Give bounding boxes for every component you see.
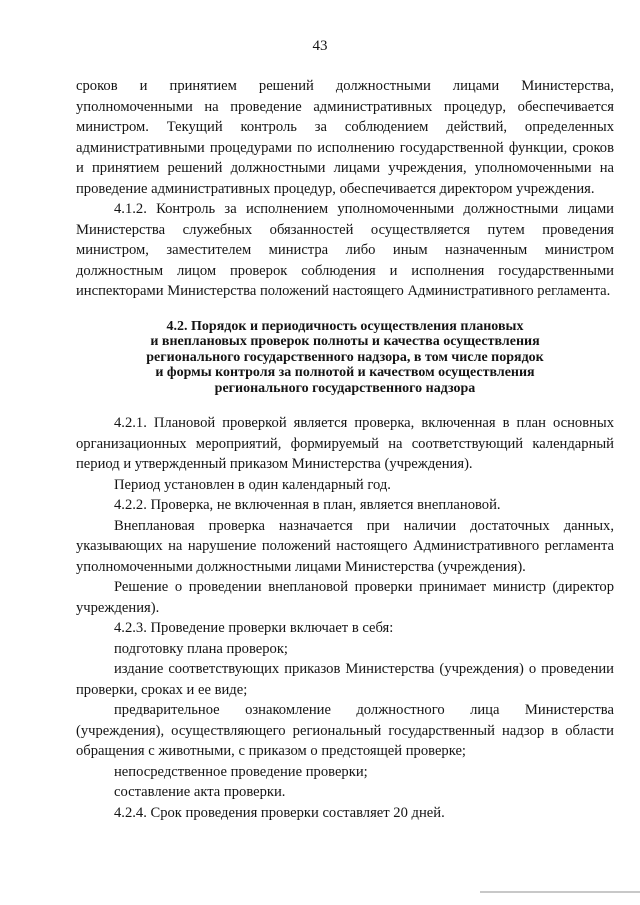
heading-line: регионального государственного надзора, в том числе порядок (146, 349, 544, 365)
paragraph-4-1-2: 4.1.2. Контроль за исполнением уполномоченными должностными лицами Министерства служебных обязанностей осуществляется путем проведения министром, заместителем министра либо иным назначенным министром должностным лицом проверок соблюдения и исполнения государственными инспекторами Министерства положений настоящего Административного регламента. (76, 201, 614, 299)
list-item-conduct: непосредственное проведение проверки; (114, 763, 368, 780)
paragraph-period: Период установлен в один календарный год. (114, 476, 391, 493)
list-item-plan: подготовку плана проверок; (114, 640, 288, 657)
document-body (76, 76, 614, 823)
paragraph-decision: Решение о проведении внеплановой проверки принимает министр (директор учреждения). (76, 579, 614, 616)
paragraph-4-2-3: 4.2.3. Проведение проверки включает в себя: (114, 620, 394, 636)
heading-line: и внеплановых проверок полноты и качества осуществления (150, 334, 540, 349)
paragraph-unplanned-inspection: Внеплановая проверка назначается при наличии достаточных данных, указывающих на нарушение положений настоящего Административного регламента уполномоченными должностными лицами Министерства (учреждения). (76, 517, 614, 575)
list-item-orders: издание соответствующих приказов Министерства (учреждения) о проведении проверки, сроках и ее виде; (76, 661, 614, 698)
heading-line: регионального государственного надзора (214, 380, 476, 396)
list-item-act: составление акта проверки. (114, 784, 286, 800)
section-heading-4-2 (76, 319, 614, 397)
page-number: 43 (312, 38, 328, 54)
paragraph-continuation: сроков и принятием решений должностными лицами Министерства, уполномоченными на проведение административных процедур, обеспечивается министром. Текущий контроль за соблюдением действий, определенных административными процедурами по исполнению государственной функции, сроков и принятием решений должностными лицами учреждения, уполномоченными на проведение административных процедур, обеспечивается директором учреждения. (76, 78, 614, 197)
paragraph-4-2-1: 4.2.1. Плановой проверкой является проверка, включенная в план основных организационных мероприятий, формируемый на соответствующий календарный период и утвержденный приказом Министерства (учреждения). (76, 415, 614, 472)
heading-line: 4.2. Порядок и периодичность осуществления плановых (166, 318, 524, 334)
heading-line: и формы контроля за полнотой и качеством осуществления (155, 365, 535, 380)
paragraph-4-2-2: 4.2.2. Проверка, не включенная в план, является внеплановой. (114, 497, 501, 513)
list-item-familiarization: предварительное ознакомление должностного лица Министерства (учреждения), осуществляющего региональный государственный надзор в области обращения с животными, с приказом о предстоящей проверке; (76, 702, 614, 759)
scan-edge-divider (480, 891, 640, 893)
paragraph-4-2-4: 4.2.4. Срок проведения проверки составляет 20 дней. (114, 804, 445, 821)
